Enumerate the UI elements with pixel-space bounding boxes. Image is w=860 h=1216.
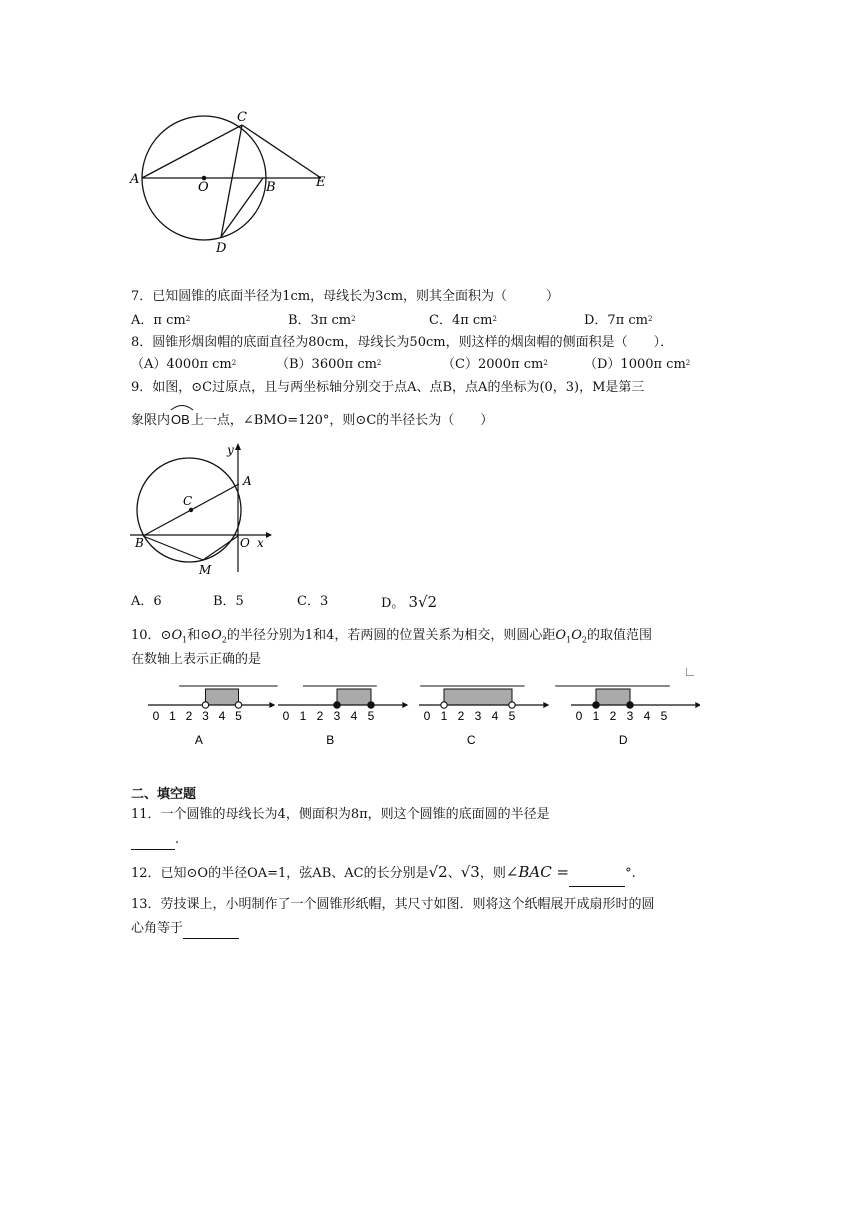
tick-label: 0 [575,709,583,723]
q7-option-c: C．4π $cm^2$ [429,313,497,328]
arc-ob: OB [170,408,191,432]
open-endpoint [235,702,241,708]
number-line-option-b [278,686,408,747]
option-label-a: A [194,733,203,747]
q8-option-a: （A）4000π $cm^2$ [131,357,237,372]
axis-arrow-icon [402,702,408,708]
q10-stem-line1: 10．$⊙O_1$和$⊙O_2$的半径分别为1和4，若两圆的位置关系为相交，则圆心距$O_1O_2$的取值范围 [131,628,652,645]
shaded-interval [444,689,512,705]
tick-label: 4 [218,709,226,723]
tick-label: 0 [152,709,160,723]
axis-arrow-icon [543,702,549,708]
q8-stem: 8．圆锥形烟囱帽的底面直径为80cm，母线长为50cm，则这样的烟囱帽的侧面积是（ ）． [131,335,674,350]
tick-label: 5 [235,709,242,723]
q8-option-c: （C）2000π $cm^2$ [442,357,548,372]
tick-label: 1 [299,709,307,723]
tick-label: 2 [457,709,465,723]
closed-endpoint [627,702,633,708]
label-a: A [243,474,252,488]
tick-label: 2 [185,709,193,723]
tick-label: 1 [592,709,600,723]
q9-stem-line2: 象限内 OB上一点，∠BMO=120°，则⊙C的半径长为（ ） [131,408,493,433]
label-o: O [240,536,250,550]
tick-label: 5 [660,709,668,723]
line-c-d [221,125,242,237]
line-d-b [221,178,263,237]
axis-arrow-icon [269,702,275,708]
q11-line2: . [131,831,179,850]
label-c: C [183,494,193,508]
q8-option-b: （B）3600π $cm^2$ [276,357,382,372]
tick-label: 1 [440,709,448,723]
closed-endpoint [368,702,374,708]
q9-option-d: D。 3√2 [381,593,438,611]
closed-endpoint [593,702,599,708]
shaded-interval [596,689,630,705]
number-line-option-d [555,686,700,747]
q12-line: 12．已知⊙O的半径OA=1，弦AB、AC的长分别是√2、√3，则∠BAC = °. [131,860,636,887]
tick-label: 2 [609,709,617,723]
x-axis-arrow-icon [266,532,272,538]
q10-number-lines [140,676,700,751]
tick-label: 3 [202,709,209,723]
q8-option-d: （D）1000π $cm^2$ [584,357,691,372]
label-x: x [257,536,264,550]
q7-option-a: A．π $cm^2$ [131,313,191,328]
tick-label: 3 [474,709,482,723]
q7-option-d: D．7π $cm^2$ [584,313,653,328]
q9-option-a: A．6 [131,594,162,609]
answer-blank[interactable] [183,920,239,939]
label-b: B [135,536,144,550]
line-a-c [142,125,242,178]
tick-label: 5 [367,709,375,723]
tick-label: 3 [333,709,341,723]
corner-mark [686,668,694,676]
label-b: B [266,180,276,195]
label-d: D [216,241,227,256]
open-endpoint [509,702,515,708]
line-b-m [143,536,203,560]
answer-blank[interactable] [569,862,625,887]
tick-label: 2 [316,709,324,723]
shaded-interval [206,689,239,705]
y-axis-arrow-icon [235,443,241,450]
q13-line2: 心角等于 [131,920,239,939]
option-label-d: D [618,733,628,747]
option-label-b: B [326,733,335,747]
open-endpoint [441,702,447,708]
tick-label: 1 [169,709,176,723]
center-point-c [189,508,193,512]
label-m: M [199,563,212,577]
tick-label: 0 [282,709,290,723]
tick-label: 5 [508,709,516,723]
tick-label: 3 [626,709,634,723]
line-m-o [203,536,238,560]
circle-figure-2 [126,440,276,580]
number-line-option-a [148,686,278,747]
q7-stem: 7．已知圆锥的底面半径为1cm，母线长为3cm，则其全面积为（ ） [131,289,560,304]
section-title: 二、填空题 [131,787,197,802]
axis-arrow-icon [695,702,700,708]
tick-label: 0 [423,709,431,723]
closed-endpoint [334,702,340,708]
label-y: y [227,443,234,457]
tick-label: 4 [491,709,499,723]
number-line-option-c [419,686,549,747]
answer-blank[interactable] [131,831,175,850]
tick-label: 4 [350,709,358,723]
q9-stem-line1: 9．如图，⊙C过原点，且与两坐标轴分别交于点A、点B，点A的坐标为(0，3)，M是第三 [131,380,645,395]
label-e: E [316,175,326,190]
q9-option-b: B．5 [213,594,244,609]
q9-option-c: C．3 [297,594,329,609]
label-a: A [130,172,140,187]
q7-option-b: B．3π $cm^2$ [288,313,356,328]
q10-stem-line2: 在数轴上表示正确的是 [131,652,262,667]
label-c: C [237,110,247,125]
q11-line1: 11．一个圆锥的母线长为4，侧面积为8π，则这个圆锥的底面圆的半径是 [131,807,550,822]
shaded-interval [337,689,371,705]
open-endpoint [202,702,208,708]
label-o: O [198,180,209,195]
q13-line1: 13．劳技课上，小明制作了一个圆锥形纸帽，其尺寸如图．则将这个纸帽展开成扇形时的圆 [131,897,655,912]
option-label-c: C [466,733,476,747]
circle-figure-1 [126,108,341,258]
tick-label: 4 [643,709,651,723]
line-c-e [242,125,321,178]
